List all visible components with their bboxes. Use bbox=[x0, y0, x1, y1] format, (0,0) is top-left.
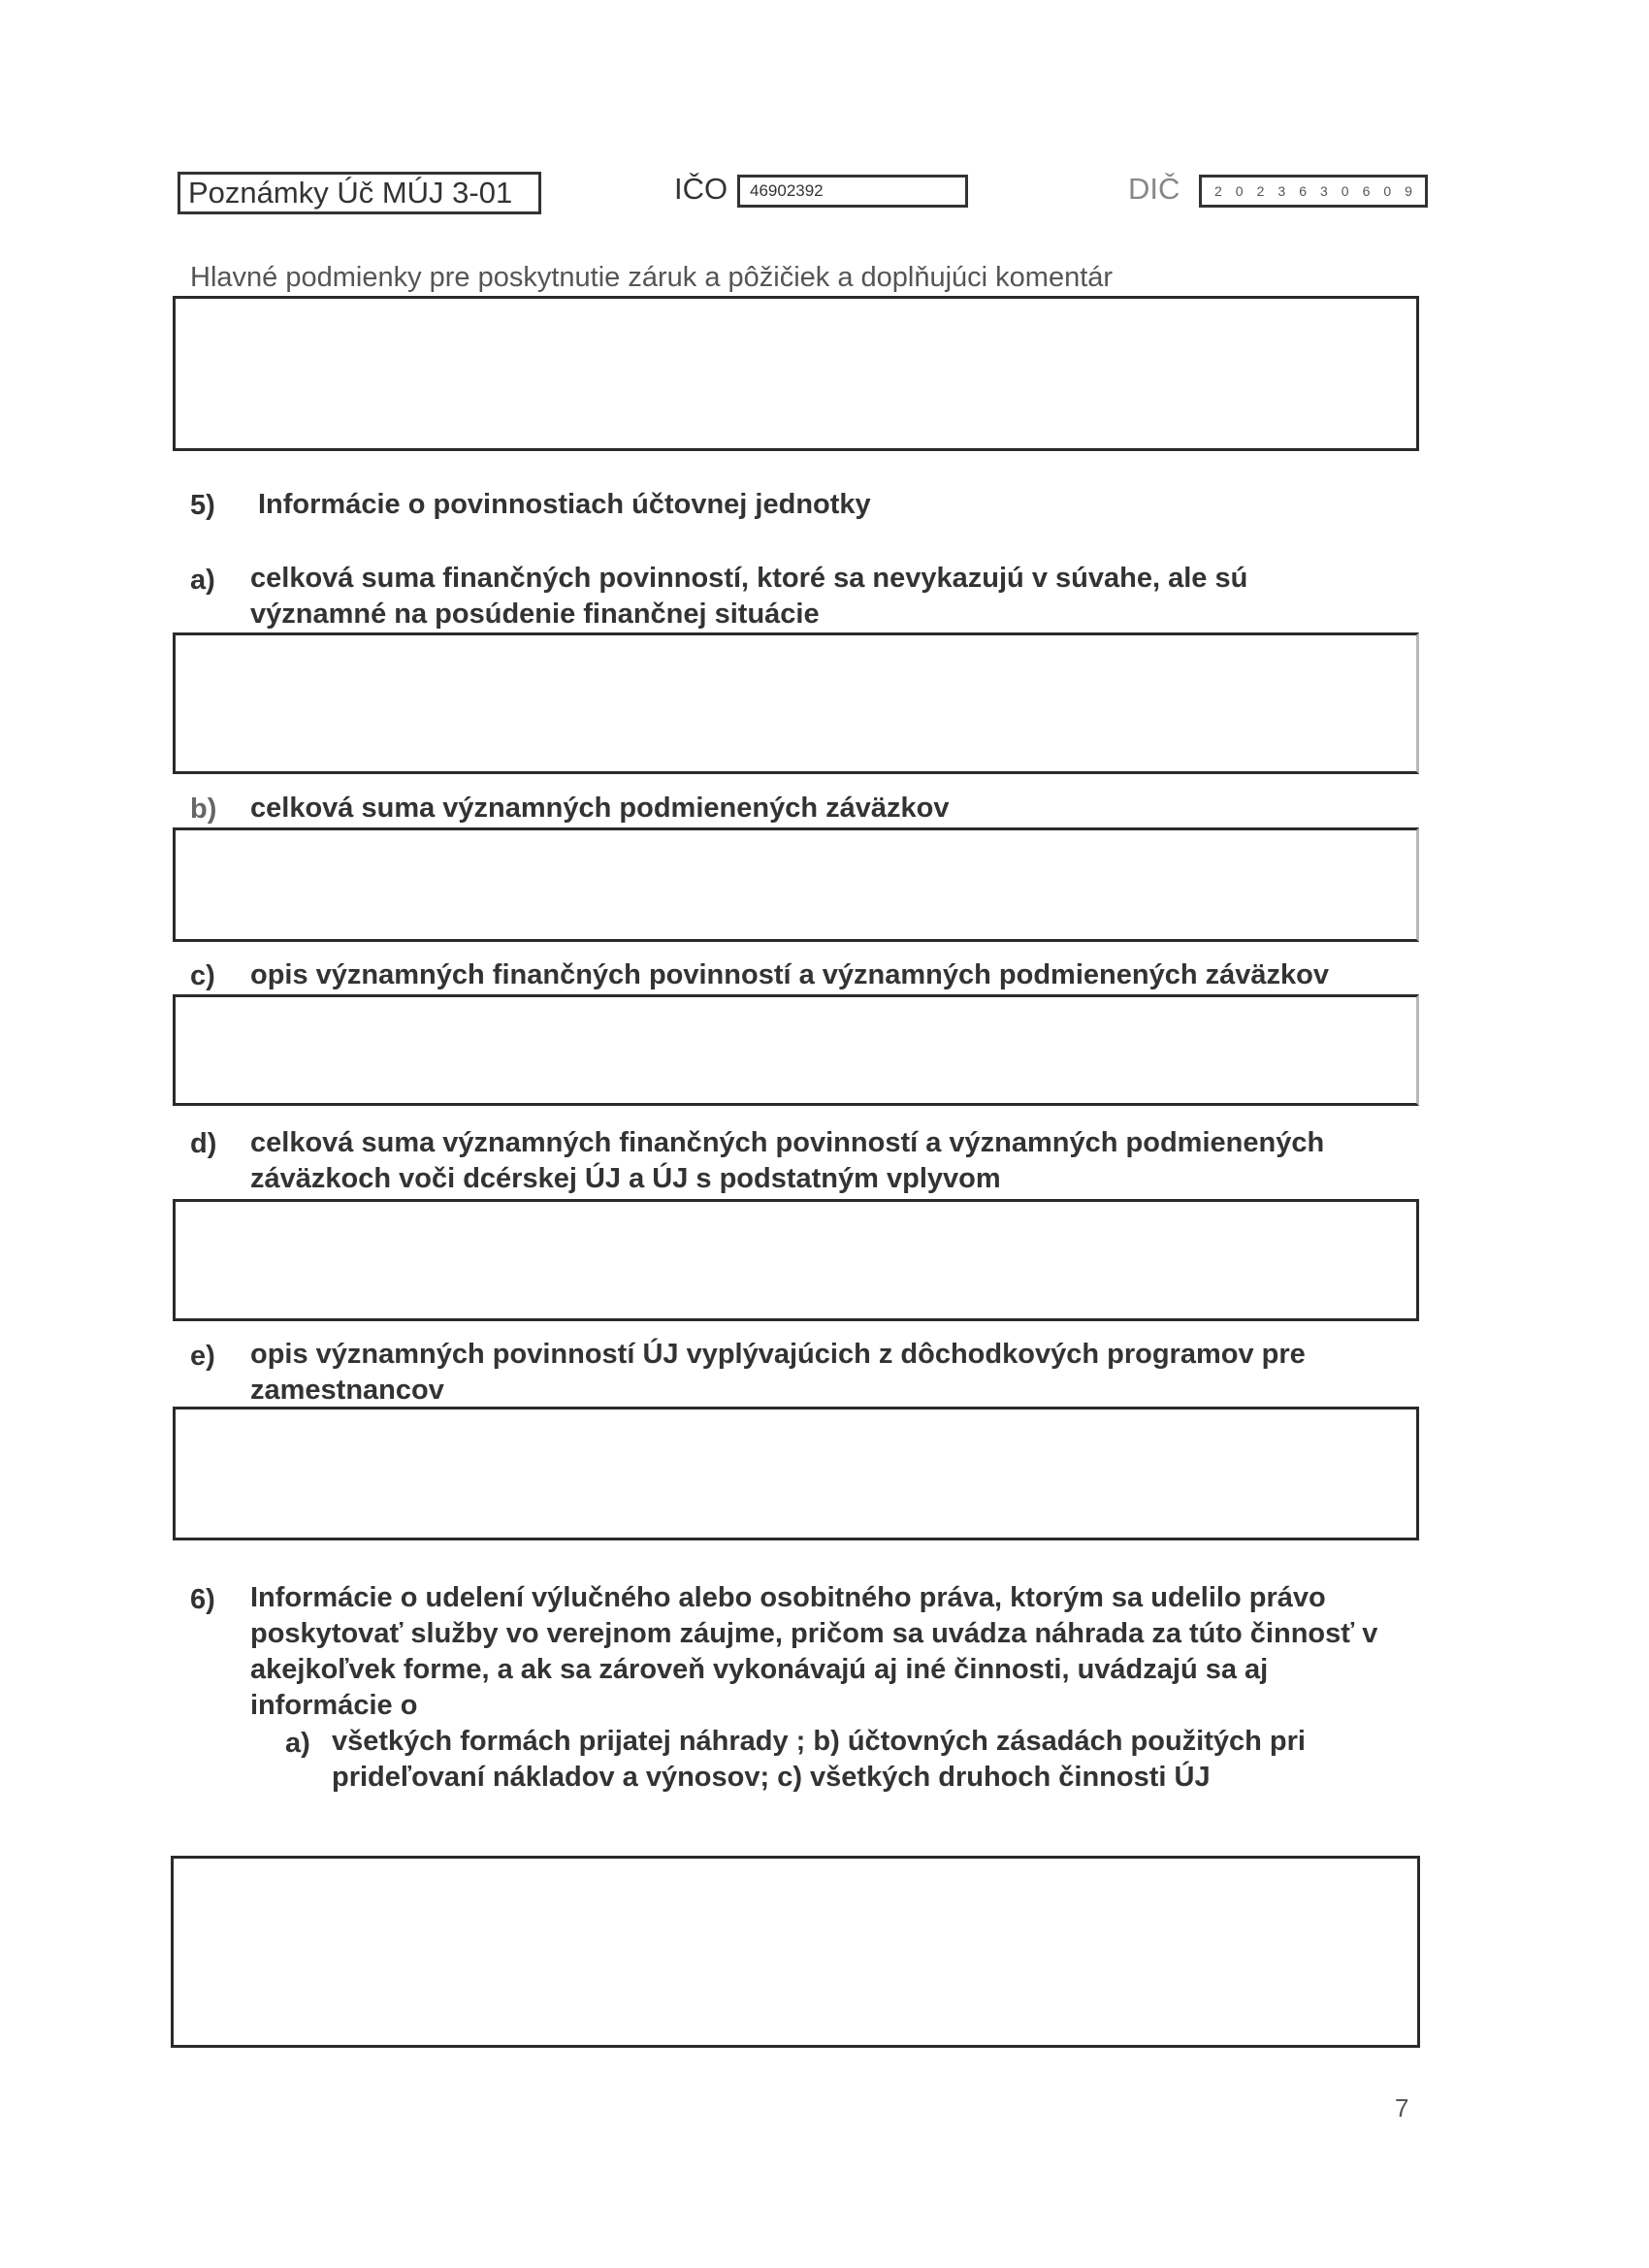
section-6-number: 6) bbox=[190, 1584, 215, 1615]
item-b-box[interactable] bbox=[173, 827, 1419, 942]
form-title: Poznámky Úč MÚJ 3-01 bbox=[178, 172, 541, 214]
item-d-text: celková suma významných finančných povinností a významných podmienených záväzkoch voči dcérskej ÚJ a ÚJ s podstatným vplyvom bbox=[250, 1127, 1325, 1194]
dic-digit: 3 bbox=[1277, 183, 1286, 199]
dic-digit: 6 bbox=[1299, 183, 1307, 199]
guarantees-comment-box[interactable] bbox=[173, 296, 1419, 451]
item-b-text: celková suma významných podmienených záväzkov bbox=[250, 793, 950, 824]
section-5-number: 5) bbox=[190, 490, 215, 521]
dic-digit: 0 bbox=[1383, 183, 1392, 199]
dic-digit: 2 bbox=[1256, 183, 1265, 199]
dic-digit: 9 bbox=[1405, 183, 1412, 199]
item-c-text: opis významných finančných povinností a významných podmienených záväzkov bbox=[250, 959, 1329, 990]
item-d-box[interactable] bbox=[173, 1199, 1419, 1321]
ico-label: IČO bbox=[674, 172, 728, 206]
dic-label: DIČ bbox=[1128, 172, 1180, 206]
page-number: 7 bbox=[1395, 2093, 1409, 2122]
item-b-letter: b) bbox=[190, 794, 217, 825]
item-c-letter: c) bbox=[190, 960, 215, 991]
dic-digit: 0 bbox=[1341, 183, 1349, 199]
dic-digit: 6 bbox=[1362, 183, 1371, 199]
item-e-box[interactable] bbox=[173, 1407, 1419, 1540]
section-6-sub-text: všetkých formách prijatej náhrady ; b) účtovných zásadách použitých pri prideľovaní nákladov a výnosov; c) všetkých druhoch činnosti ÚJ bbox=[332, 1726, 1306, 1793]
item-c-box[interactable] bbox=[173, 994, 1419, 1106]
dic-field[interactable] bbox=[1199, 175, 1428, 208]
ico-field[interactable]: 46902392 bbox=[737, 175, 968, 208]
guarantees-heading: Hlavné podmienky pre poskytnutie záruk a pôžičiek a doplňujúci komentár bbox=[190, 262, 1114, 293]
section-5-title: Informácie o povinnostiach účtovnej jednotky bbox=[258, 489, 871, 520]
item-a-letter: a) bbox=[190, 565, 215, 596]
dic-digit: 3 bbox=[1319, 183, 1328, 199]
dic-digit: 0 bbox=[1235, 183, 1244, 199]
item-a-box[interactable] bbox=[173, 632, 1419, 774]
item-e-letter: e) bbox=[190, 1341, 215, 1372]
section-6-text: Informácie o udelení výlučného alebo osobitného práva, ktorým sa udelilo právo poskytovať služby vo verejnom záujme, pričom sa uvádza náhrada za túto činnosť v akejkoľvek forme, a ak sa zároveň vykonávajú aj iné činnosti, uvádzajú sa aj informácie o bbox=[250, 1582, 1378, 1721]
section-6-box[interactable] bbox=[171, 1856, 1420, 2048]
dic-digit: 2 bbox=[1214, 183, 1222, 199]
item-e-text: opis významných povinností ÚJ vyplývajúcich z dôchodkových programov pre zamestnancov bbox=[250, 1339, 1306, 1406]
item-a-text: celková suma finančných povinností, ktoré sa nevykazujú v súvahe, ale sú významné na posúdenie finančnej situácie bbox=[250, 563, 1248, 630]
item-d-letter: d) bbox=[190, 1128, 217, 1159]
section-6-sub-letter: a) bbox=[285, 1728, 310, 1759]
